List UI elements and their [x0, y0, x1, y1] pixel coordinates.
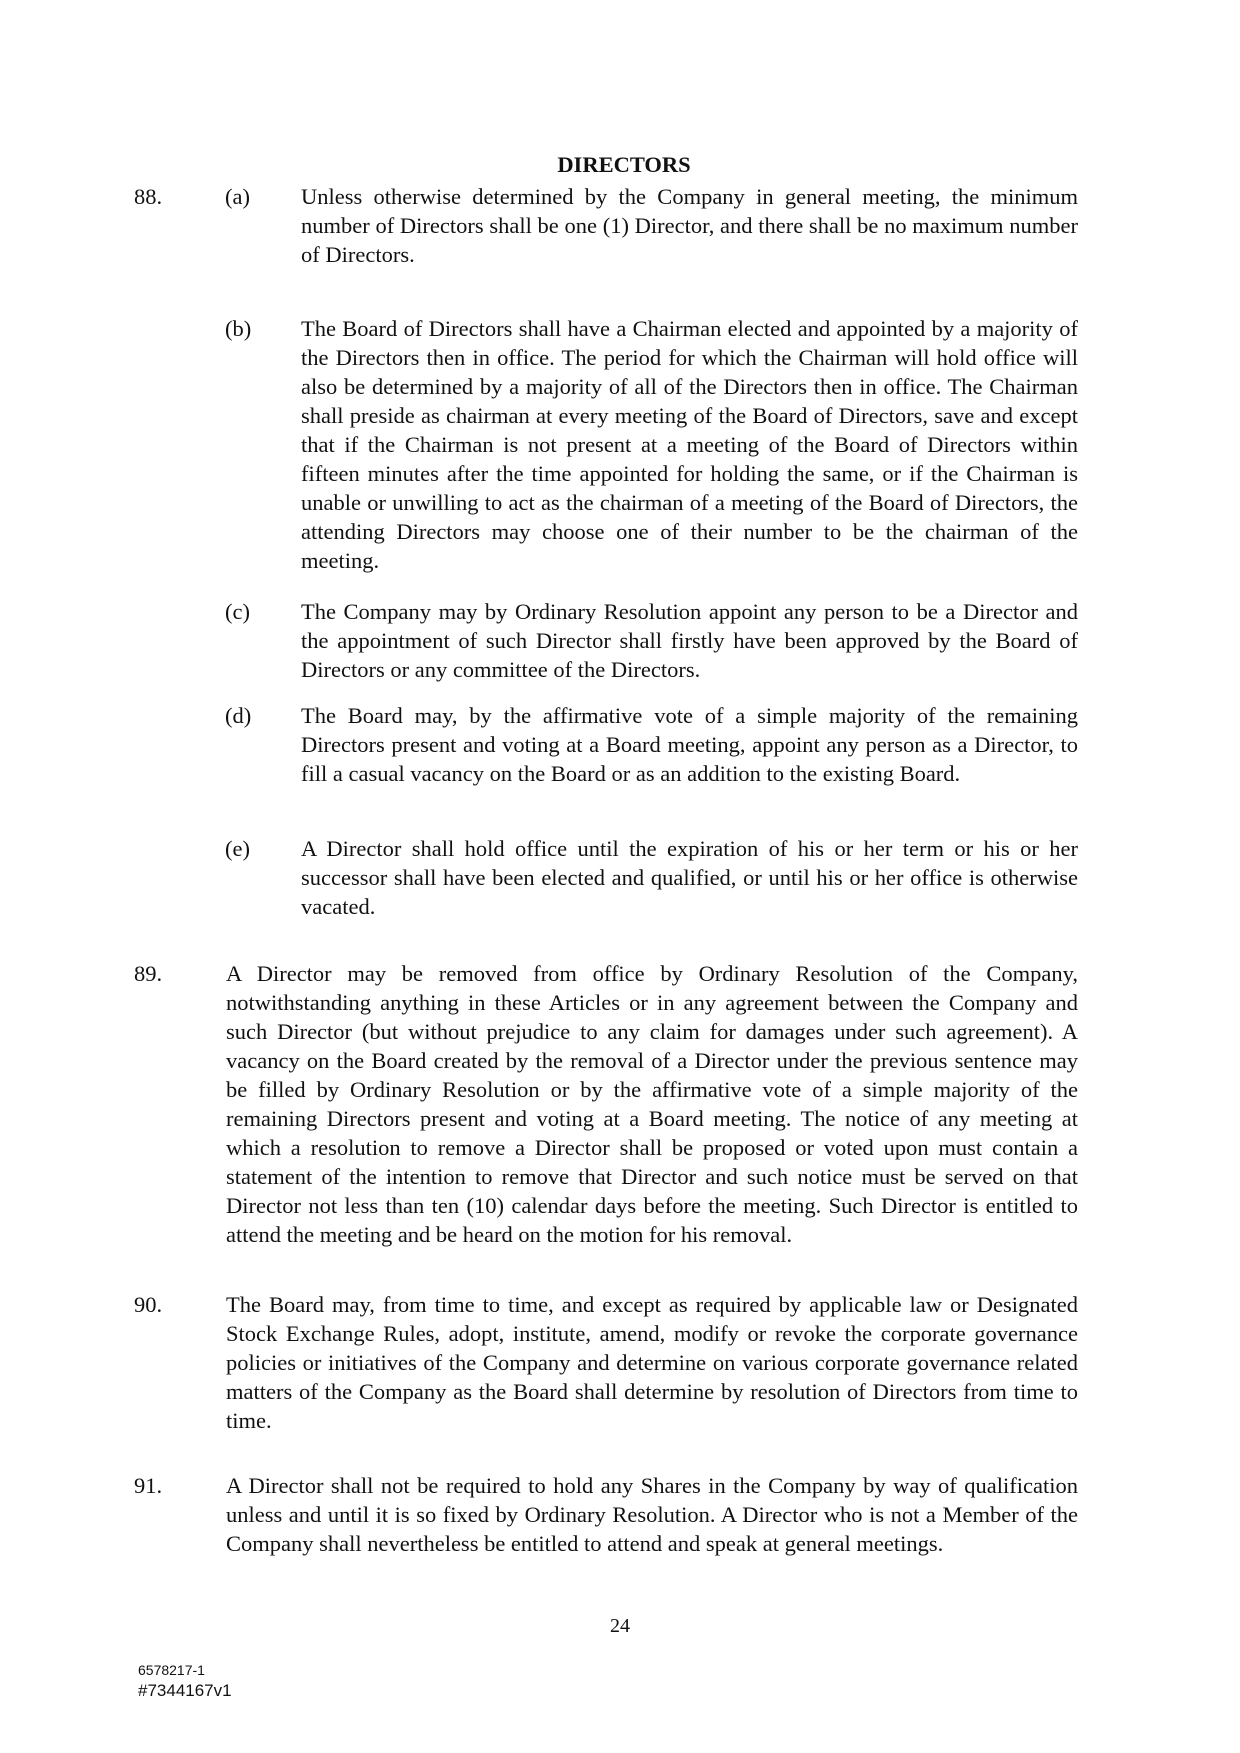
item-text: The Company may by Ordinary Resolution appoint any person to be a Director and the appointment of such Director shall firstly have been approved by the Board of Directors or any committee of the Directors.	[301, 599, 1078, 682]
item-label: (e)	[225, 836, 250, 861]
page-number: 24	[610, 1615, 630, 1637]
article-91	[134, 1471, 1078, 1558]
item-label: (b)	[225, 316, 252, 341]
article-90	[134, 1290, 1078, 1435]
article-88-d	[225, 701, 1078, 788]
item-text: Unless otherwise determined by the Company in general meeting, the minimum number of Directors shall be one (1) Director, and there shall be no maximum number of Directors.	[301, 184, 1078, 267]
article-89	[134, 959, 1078, 1249]
item-label: (c)	[225, 599, 250, 624]
item-label: (d)	[225, 703, 252, 728]
article-number: 91.	[134, 1473, 163, 1498]
section-heading: DIRECTORS	[557, 152, 691, 177]
article-text: A Director shall not be required to hold any Shares in the Company by way of qualification unless and until it is so fixed by Ordinary Resolution. A Director who is not a Member of the Company shall nevertheless be entitled to attend and speak at general meetings.	[226, 1473, 1078, 1556]
footer-version: #7344167v1	[138, 1681, 232, 1700]
article-88-c	[225, 597, 1078, 684]
article-88-a	[225, 182, 1078, 269]
item-text: A Director shall hold office until the expiration of his or her term or his or her successor shall have been elected and qualified, or until his or her office is otherwise vacated.	[301, 836, 1078, 919]
article-text: A Director may be removed from office by Ordinary Resolution of the Company, notwithstanding anything in these Articles or in any agreement between the Company and such Director (but without prejudice to any claim for damages under such agreement). A vacancy on the Board created by the removal of a Director under the previous sentence may be filled by Ordinary Resolution or by the affirmative vote of a simple majority of the remaining Directors present and voting at a Board meeting. The notice of any meeting at which a resolution to remove a Director shall be proposed or voted upon must contain a statement of the intention to remove that Director and such notice must be served on that Director not less than ten (10) calendar days before the meeting. Such Director is entitled to attend the meeting and be heard on the motion for his removal.	[226, 961, 1078, 1247]
item-text: The Board of Directors shall have a Chairman elected and appointed by a majority of the Directors then in office. The period for which the Chairman will hold office will also be determined by a majority of all of the Directors then in office. The Chairman shall preside as chairman at every meeting of the Board of Directors, save and except that if the Chairman is not present at a meeting of the Board of Directors within fifteen minutes after the time appointed for holding the same, or if the Chairman is unable or unwilling to act as the chairman of a meeting of the Board of Directors, the attending Directors may choose one of their number to be the chairman of the meeting.	[301, 316, 1078, 573]
article-text: The Board may, from time to time, and except as required by applicable law or Designated Stock Exchange Rules, adopt, institute, amend, modify or revoke the corporate governance policies or initiatives of the Company and determine on various corporate governance related matters of the Company as the Board shall determine by resolution of Directors from time to time.	[226, 1292, 1078, 1433]
article-number: 88.	[134, 184, 163, 209]
article-88-e	[225, 834, 1078, 921]
item-label: (a)	[225, 184, 250, 209]
footer-doc-id: 6578217-1	[138, 1662, 205, 1678]
article-88-b	[225, 314, 1078, 575]
article-number: 89.	[134, 961, 163, 986]
article-number: 90.	[134, 1292, 163, 1317]
item-text: The Board may, by the affirmative vote of a simple majority of the remaining Directors present and voting at a Board meeting, appoint any person as a Director, to fill a casual vacancy on the Board or as an addition to the existing Board.	[301, 703, 1078, 786]
